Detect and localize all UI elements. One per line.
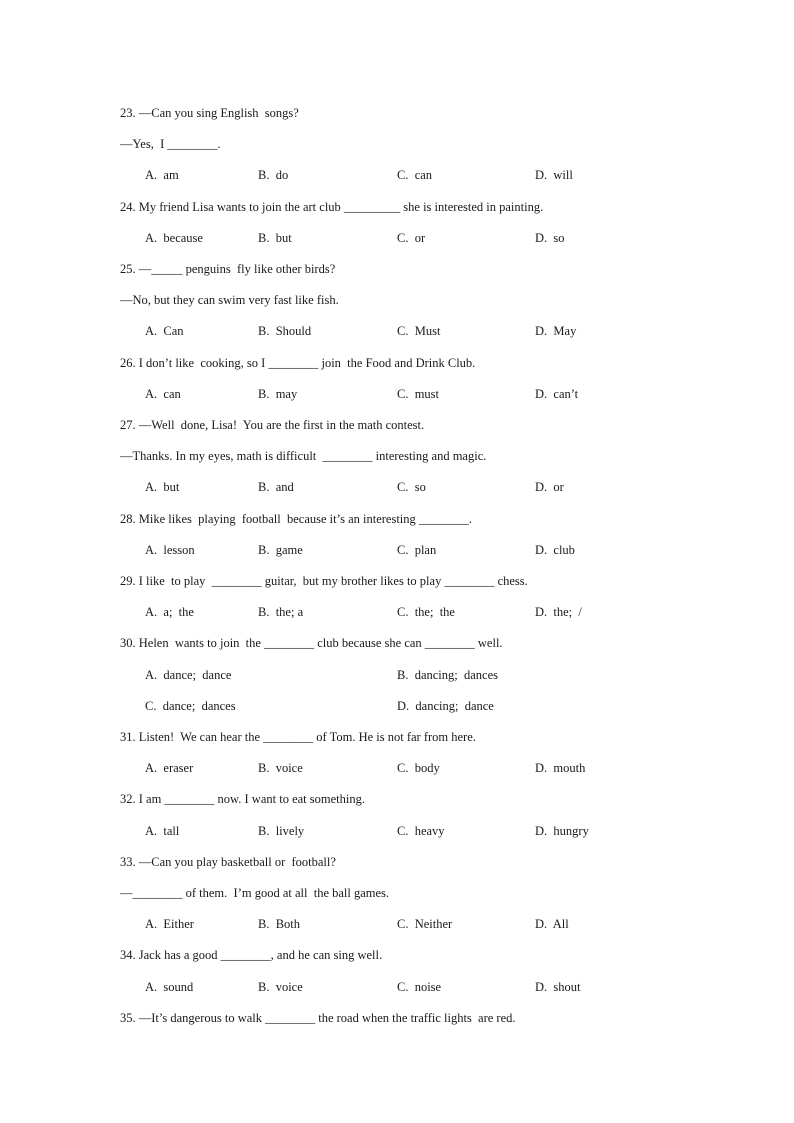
question-33-option-b: B. Both bbox=[258, 917, 301, 932]
question-33-stem: 33. —Can you play basketball or football? bbox=[120, 854, 336, 869]
question-24-option-b: B. but bbox=[258, 230, 292, 245]
question-31-stem: 31. Listen! We can hear the ________ of Tom. He is not far from here. bbox=[120, 730, 476, 744]
question-23-options bbox=[145, 166, 705, 184]
question-23-stem: 23. —Can you sing English songs? bbox=[120, 106, 299, 120]
question-23-option-a: A. am bbox=[145, 168, 179, 183]
question-26-option-c: C. must bbox=[397, 386, 440, 401]
question-28-stem: 28. Mike likes playing football because it’s an interesting ________. bbox=[120, 511, 473, 526]
question-33-options bbox=[145, 915, 705, 933]
question-34-option-a: A. sound bbox=[145, 979, 194, 994]
question-34-option-d: D. shout bbox=[535, 979, 581, 994]
question-24-option-a: A. because bbox=[145, 230, 203, 245]
question-26-options bbox=[145, 385, 705, 403]
question-30-options bbox=[145, 666, 705, 684]
question-32-option-a: A. tall bbox=[145, 823, 180, 838]
question-32-option-c: C. heavy bbox=[397, 823, 445, 838]
question-24-option-c: C. or bbox=[397, 230, 426, 245]
question-24-stem: 24. My friend Lisa wants to join the art club _________ she is interested in painting. bbox=[120, 199, 544, 214]
question-26-stem: 26. I don’t like cooking, so I ________ join the Food and Drink Club. bbox=[120, 355, 476, 370]
question-29-stem: 29. I like to play ________ guitar, but my brother likes to play ________ chess. bbox=[120, 574, 528, 588]
question-29-option-b: B. the; a bbox=[258, 605, 304, 620]
question-27-option-d: D. or bbox=[535, 480, 564, 495]
question-33-reply: —________ of them. I’m good at all the ball games. bbox=[120, 886, 390, 900]
question-31-option-a: A. eraser bbox=[145, 761, 194, 776]
question-25-option-c: C. Must bbox=[397, 324, 441, 339]
question-34-option-c: C. noise bbox=[397, 979, 442, 994]
question-26-option-b: B. may bbox=[258, 386, 298, 401]
question-30-option-c: C. dance; dances bbox=[145, 698, 236, 713]
question-23-option-c: C. can bbox=[397, 168, 433, 183]
question-34-stem: 34. Jack has a good ________, and he can sing well. bbox=[120, 948, 383, 963]
question-34-options bbox=[145, 978, 705, 996]
question-26-option-d: D. can’t bbox=[535, 386, 579, 401]
question-33-option-a: A. Either bbox=[145, 917, 194, 932]
question-28-options bbox=[145, 541, 705, 559]
question-29-options bbox=[145, 603, 705, 621]
question-27-stem: 27. —Well done, Lisa! You are the first in the math contest. bbox=[120, 418, 425, 432]
question-31-option-b: B. voice bbox=[258, 761, 303, 776]
question-32-options bbox=[145, 822, 705, 840]
question-27-reply: —Thanks. In my eyes, math is difficult ________ interesting and magic. bbox=[120, 449, 487, 464]
question-23-option-b: B. do bbox=[258, 168, 289, 183]
question-29-option-a: A. a; the bbox=[145, 605, 194, 620]
question-30-option-d: D. dancing; dance bbox=[397, 698, 494, 713]
question-27-option-a: A. but bbox=[145, 480, 180, 495]
question-33-option-d: D. All bbox=[535, 917, 569, 932]
question-34-option-b: B. voice bbox=[258, 979, 303, 994]
question-32-stem: 32. I am ________ now. I want to eat something. bbox=[120, 792, 365, 807]
question-33-option-c: C. Neither bbox=[397, 917, 453, 932]
question-28-option-a: A. lesson bbox=[145, 542, 195, 557]
question-29-option-d: D. the; / bbox=[535, 605, 582, 620]
question-30-options bbox=[145, 697, 705, 715]
question-28-option-b: B. game bbox=[258, 542, 303, 557]
question-29-option-c: C. the; the bbox=[397, 605, 455, 620]
question-31-option-c: C. body bbox=[397, 761, 440, 776]
question-32-option-d: D. hungry bbox=[535, 823, 589, 838]
question-28-option-d: D. club bbox=[535, 542, 575, 557]
question-25-option-b: B. Should bbox=[258, 324, 312, 339]
question-25-stem: 25. —_____ penguins fly like other birds? bbox=[120, 262, 336, 276]
question-23-reply: —Yes, I ________. bbox=[120, 137, 221, 152]
question-25-option-a: A. Can bbox=[145, 324, 184, 339]
question-24-option-d: D. so bbox=[535, 230, 565, 245]
question-23-option-d: D. will bbox=[535, 168, 573, 183]
question-25-option-d: D. May bbox=[535, 324, 577, 339]
question-30-option-b: B. dancing; dances bbox=[397, 667, 499, 682]
question-25-reply: —No, but they can swim very fast like fish. bbox=[120, 293, 339, 308]
question-30-option-a: A. dance; dance bbox=[145, 667, 232, 682]
question-32-option-b: B. lively bbox=[258, 823, 305, 838]
question-27-options bbox=[145, 478, 705, 496]
question-27-option-c: C. so bbox=[397, 480, 426, 495]
question-26-option-a: A. can bbox=[145, 386, 181, 401]
question-27-option-b: B. and bbox=[258, 480, 294, 495]
question-28-option-c: C. plan bbox=[397, 542, 437, 557]
question-30-stem: 30. Helen wants to join the ________ club because she can ________ well. bbox=[120, 636, 503, 651]
question-35-stem: 35. —It’s dangerous to walk ________ the road when the traffic lights are red. bbox=[120, 1010, 516, 1025]
question-31-option-d: D. mouth bbox=[535, 761, 586, 776]
question-31-options bbox=[145, 759, 705, 777]
question-24-options bbox=[145, 229, 705, 247]
question-25-options bbox=[145, 322, 705, 340]
